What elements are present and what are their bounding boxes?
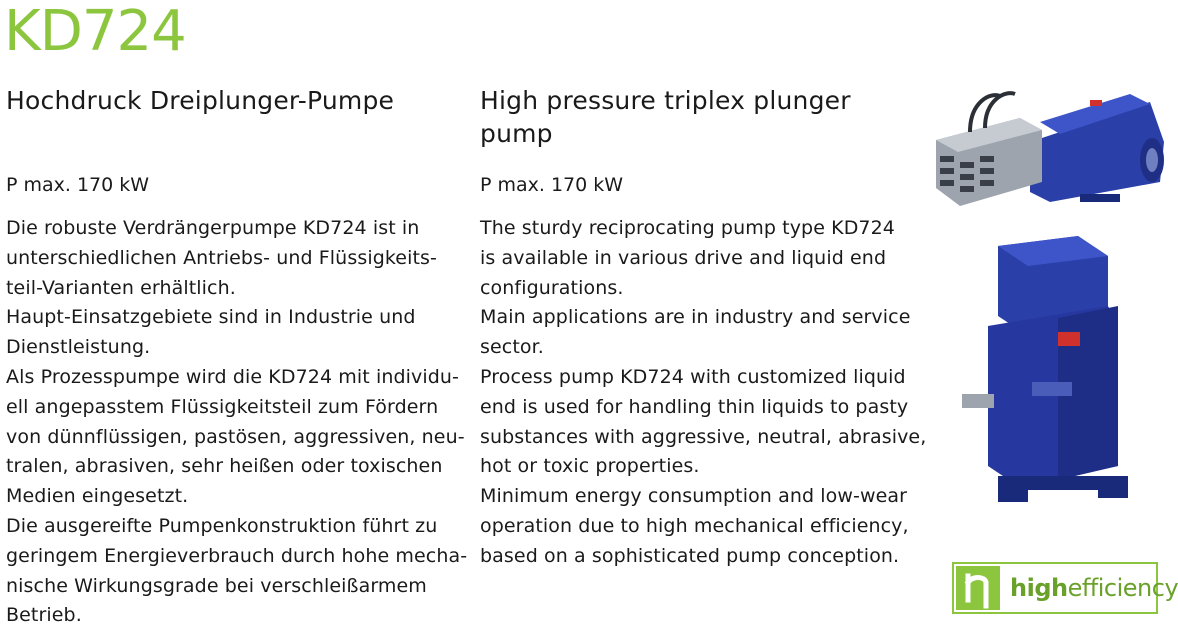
english-heading-line: High pressure triplex plunger <box>480 86 851 115</box>
german-body-line: Betrieb. <box>6 604 82 627</box>
english-heading-line: pump <box>480 119 553 148</box>
german-body-line: Als Prozesspumpe wird die KD724 mit individu- <box>6 365 459 388</box>
german-body-line: unterschiedlichen Antriebs- und Flüssigkeits- <box>6 246 437 269</box>
german-body-line: Die robuste Verdrängerpumpe KD724 ist in <box>6 217 420 239</box>
english-heading <box>480 84 920 150</box>
english-column <box>480 84 927 567</box>
high-efficiency-badge <box>952 562 1178 614</box>
english-body-line: end is used for handling thin liquids to pasty <box>480 395 909 418</box>
english-body-line: Minimum energy consumption and low-wear <box>480 485 908 508</box>
warning-label <box>1058 332 1080 346</box>
pump-foot <box>1098 482 1128 498</box>
german-body-line: von dünnflüssigen, pastösen, aggressiven, neu- <box>6 425 465 448</box>
pump-foot <box>998 486 1028 502</box>
badge-word-high: high <box>1010 574 1068 602</box>
english-power: P max. 170 kW <box>480 174 624 196</box>
german-body-line: Die ausgereifte Pumpenkonstruktion führt zu <box>6 514 438 537</box>
german-body-line: nische Wirkungsgrade bei verschleißarmem <box>6 574 427 597</box>
english-body-line: The sturdy reciprocating pump type KD724 <box>480 217 895 239</box>
german-body-line: teil-Varianten erhältlich. <box>6 276 236 299</box>
warning-label <box>1090 100 1102 106</box>
product-title: KD724 <box>4 0 186 64</box>
badge-word-efficiency: efficiency <box>1067 574 1178 602</box>
vertical-pump-image <box>958 236 1148 504</box>
english-body-line: sector. <box>480 336 544 359</box>
english-body-line: hot or toxic properties. <box>480 455 700 478</box>
english-body-line: substances with aggressive, neutral, abrasive, <box>480 425 927 448</box>
efficiency-logo-mark <box>956 566 1000 610</box>
badge-text <box>1010 572 1178 604</box>
german-body-line: tralen, abrasiven, sehr heißen oder toxischen <box>6 455 443 478</box>
pump-shaft <box>962 394 994 408</box>
german-heading <box>6 84 466 117</box>
german-heading-line: Hochdruck Dreiplunger-Pumpe <box>6 86 395 115</box>
english-body-line: based on a sophisticated pump conception. <box>480 544 900 567</box>
german-body-line: Haupt-Einsatzgebiete sind in Industrie und <box>6 306 416 329</box>
english-body-line: Process pump KD724 with customized liquid <box>480 365 906 388</box>
german-column <box>6 84 468 627</box>
german-body <box>6 214 467 631</box>
pump-foot <box>1080 194 1120 202</box>
english-body-line: configurations. <box>480 276 624 299</box>
german-body-line: ell angepasstem Flüssigkeitsteil zum Fördern <box>6 395 439 418</box>
german-body-line: Dienstleistung. <box>6 336 151 359</box>
eta-icon <box>956 566 1000 610</box>
horizontal-pump-image <box>930 82 1164 208</box>
german-power: P max. 170 kW <box>6 174 150 196</box>
english-body-line: is available in various drive and liquid end <box>480 246 887 269</box>
pump-shaft <box>1146 148 1158 172</box>
german-body-line: Medien eingesetzt. <box>6 485 189 508</box>
german-body-line: geringem Energieverbrauch durch hohe mecha- <box>6 544 468 567</box>
nameplate <box>1032 382 1072 396</box>
english-body-line: Main applications are in industry and service <box>480 306 911 329</box>
english-body <box>480 214 926 572</box>
english-body-line: operation due to high mechanical efficiency, <box>480 514 909 537</box>
